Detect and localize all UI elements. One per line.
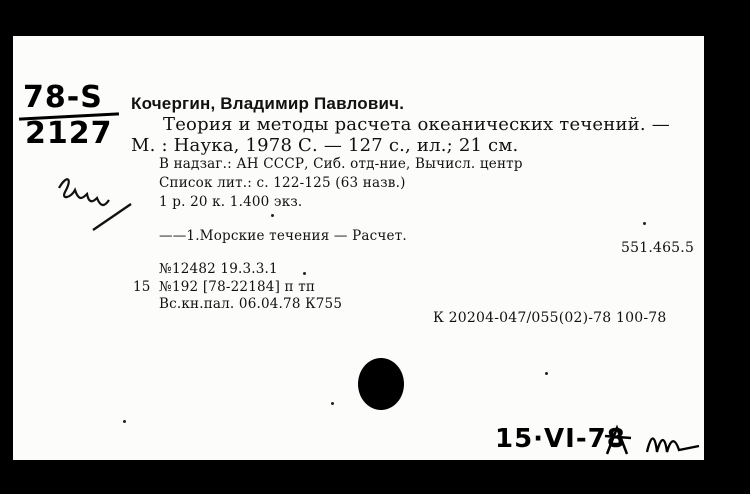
registration-line-2: №192 [78-22184] п тп <box>159 279 316 295</box>
imprint-line: М. : Наука, 1978 С. — 127 с., ил.; 21 см. <box>131 135 519 156</box>
catalog-code: К 20204-047/055(02)-78 100-78 <box>433 310 667 326</box>
subject-heading: ——1.Морские течения — Расчет. <box>159 228 407 244</box>
handwritten-signature <box>53 168 143 238</box>
speck <box>545 372 548 375</box>
note-line-1: В надзаг.: АН СССР, Сиб. отд-ние, Вычисл. центр <box>159 156 523 172</box>
catalog-card <box>13 36 704 460</box>
registration-number: 15 <box>133 279 151 295</box>
title-line: Теория и методы расчета океанических течений. — <box>163 114 670 135</box>
speck <box>271 214 274 217</box>
handwritten-date: 15·VI-78 <box>495 424 626 454</box>
speck <box>123 420 126 423</box>
speck <box>303 272 306 275</box>
shelfmark-bottom: 2127 <box>25 116 113 151</box>
price-line: 1 р. 20 к. 1.400 экз. <box>159 194 303 210</box>
registration-line-3: Вс.кн.пал. 06.04.78 К755 <box>159 296 343 312</box>
note-line-2: Список лит.: с. 122-125 (63 назв.) <box>159 175 406 191</box>
punch-hole <box>358 358 404 410</box>
registration-line-1: №12482 19.3.3.1 <box>159 261 278 277</box>
speck <box>331 402 334 405</box>
shelfmark-top: 78-S <box>23 80 103 115</box>
author-line: Кочергин, Владимир Павлович. <box>131 94 405 113</box>
udc-code: 551.465.5 <box>621 240 695 256</box>
handwritten-initials <box>603 424 703 460</box>
speck <box>643 222 646 225</box>
